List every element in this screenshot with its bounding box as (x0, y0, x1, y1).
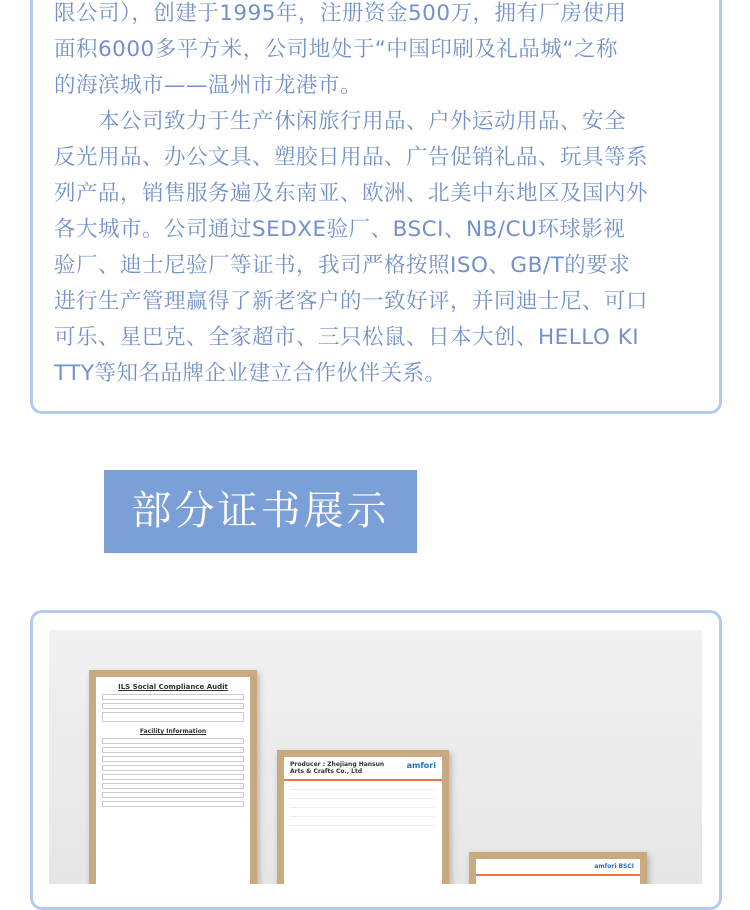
bsci-logo: amfori BSCI (594, 863, 634, 870)
intro-text-line: 面积6000多平方米，公司地处于“中国印刷及礼品城“之称 (54, 37, 618, 62)
certificate-subtitle: Facility Information (139, 728, 207, 735)
intro-text-line: 反光用品、办公文具、塑胶日用品、广告促销礼品、玩具等系 (54, 145, 649, 170)
intro-text-line: 进行生产管理赢得了新老客户的一致好评，并同迪士尼、可口 (54, 289, 649, 314)
intro-text-line: 列产品，销售服务遍及东南亚、欧洲、北美中东地区及国内外 (54, 181, 649, 206)
certificate-producer: Producer : Zhejiang Hansun Arts & Crafts Co., Ltd (290, 761, 385, 775)
intro-text-line: 各大城市。公司通过SEDXE验厂、BSCI、NB/CU环球影视 (54, 217, 626, 242)
certificate-title: ILS Social Compliance Audit (118, 683, 228, 691)
intro-text-line: TTY等知名品牌企业建立合作伙伴关系。 (54, 361, 447, 386)
amfori-logo: amfori (406, 761, 436, 770)
certificate-frame-bsci (469, 852, 647, 884)
certificate-frame-amfori (277, 750, 449, 884)
section-title-banner (104, 470, 417, 553)
intro-text-line: 本公司致力于生产休闲旅行用品、户外运动用品、安全 (54, 109, 627, 134)
intro-text-line: 的海滨城市——温州市龙港市。 (54, 73, 363, 98)
intro-text-line: 可乐、星巴克、全家超市、三只松鼠、日本大创、HELLO KI (54, 325, 640, 350)
certificates-photo (49, 630, 702, 884)
section-title: 部分证书展示 (131, 488, 390, 534)
certificate-frame-ils (89, 670, 257, 884)
intro-text-line: 验厂、迪士尼验厂等证书，我司严格按照ISO、GB/T的要求 (54, 253, 631, 278)
intro-text-line: 限公司），创建于1995年，注册资金500万，拥有厂房使用 (54, 1, 627, 26)
